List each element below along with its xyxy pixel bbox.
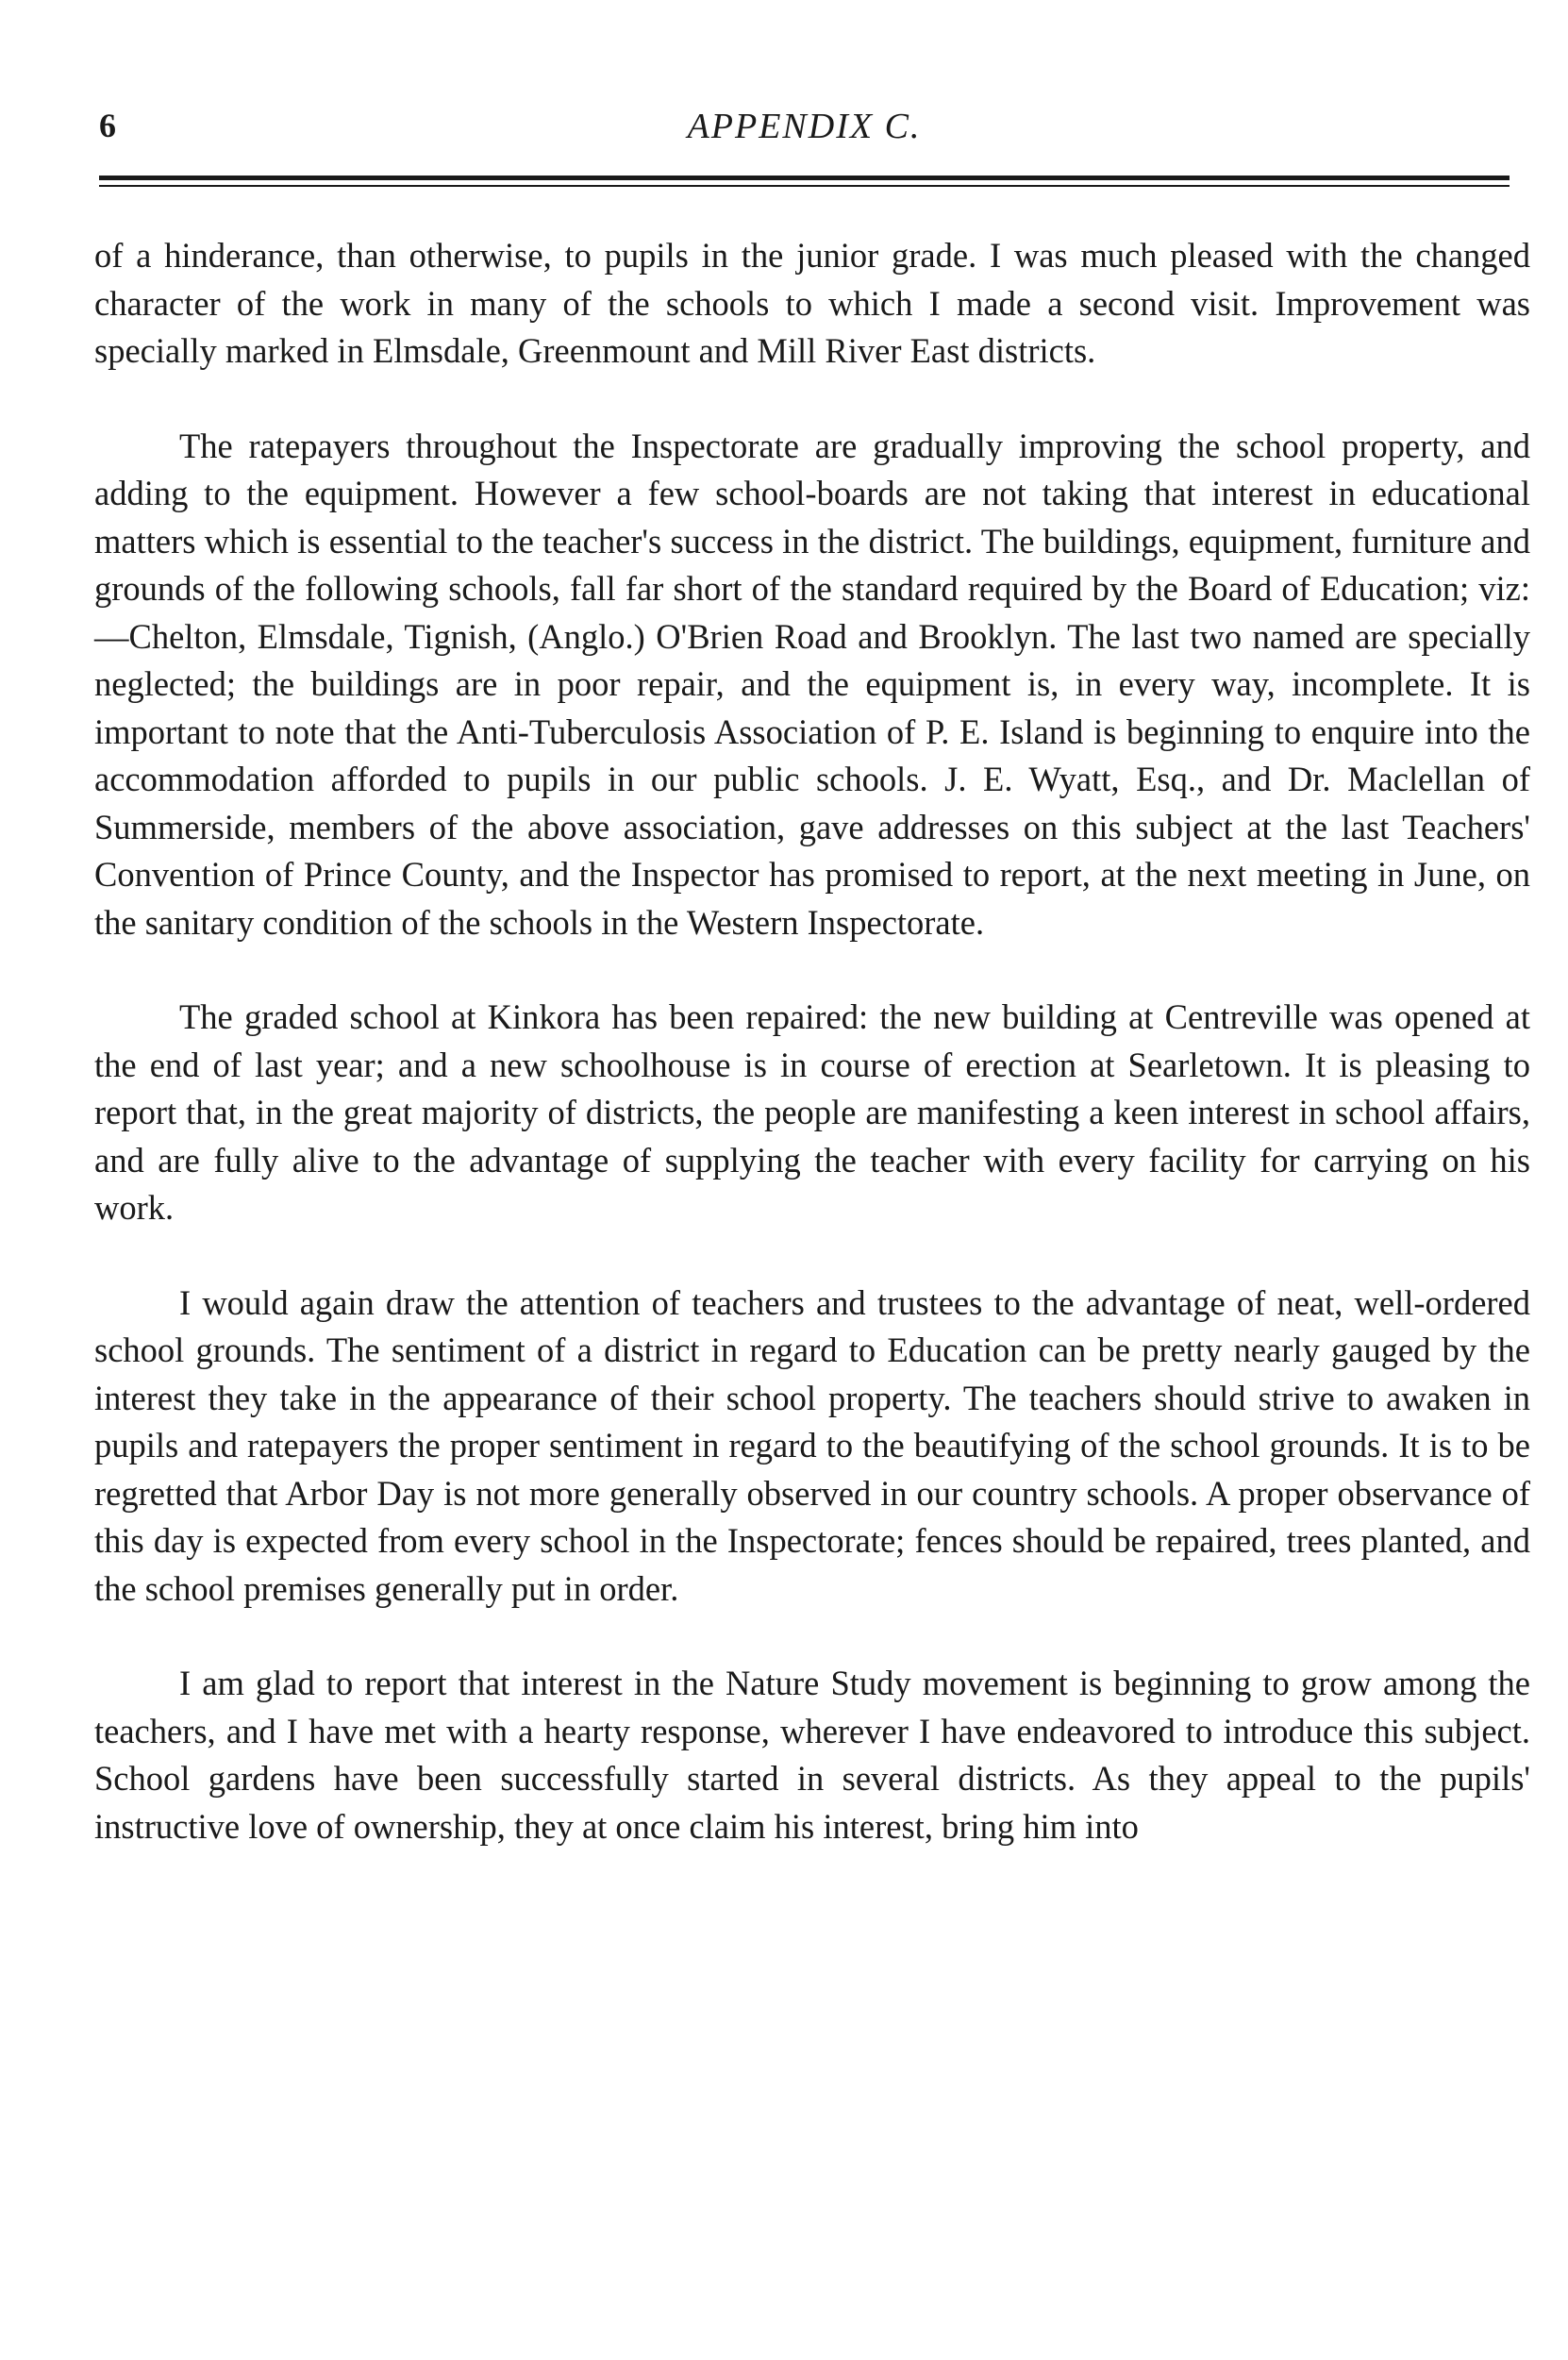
paragraph-school-grounds: I would again draw the attention of teachers and trustees to the advantage of neat, well-ordered school grounds. The sentiment of a district in regard to Education can be pretty nearly gauged by the interest they take in the appearance of their school property. The teachers should strive to awaken in pupils and ratepayers the proper sentiment in regard to the beautifying of the school grounds. It is to be regretted that Arbor Day is not more generally observed in our country schools. A proper observance of this day is expected from every school in the Inspectorate; fences should be repaired, trees planted, and the school premises generally put in order. [94,1282,1530,1608]
paragraph-nature-study: I am glad to report that interest in the Nature Study movement is beginning to grow among the teachers, and I have met with a hearty response, wherever I have endeavored to introduce this subject. School gardens have been successfully started in several districts. As they appeal to the pupils' instructive love of ownership, they at once claim his interest, bring him into [94,1664,1530,1846]
paragraph-continued: of a hinderance, than otherwise, to pupils in the junior grade. I was much pleased with the changed character of the work in many of the schools to which I made a second visit. Improvement was specially marked in Elmsdale, Greenmount and Mill River East districts. [94,236,1530,370]
page-header [99,106,1510,162]
header-rule-thin [99,185,1510,187]
page-number: 6 [99,107,116,144]
paragraph-new-buildings: The graded school at Kinkora has been repaired: the new building at Centreville was opened at the end of last year; and a new schoolhouse is in course of erection at Searletown. It is pleasing to report that, in the great majority of districts, the people are manifesting a keen interest in school affairs, and are fully alive to the advantage of supplying the teacher with every facility for carrying on his work. [94,997,1530,1227]
body-text [94,232,1530,1850]
paragraph-school-property: The ratepayers throughout the Inspectorate are gradually improving the school property, and adding to the equipment. However a few school-boards are not taking that interest in educational matters which is essential to the teacher's success in the district. The buildings, equipment, furniture and grounds of the following schools, fall far short of the standard required by the Board of Education; viz:—Chelton, Elmsdale, Tignish, (Anglo.) O'Brien Road and Brooklyn. The last two named are specially neglected; the buildings are in poor repair, and the equipment is, in every way, incomplete. It is important to note that the Anti-Tuberculosis Association of P. E. Island is beginning to enquire into the accommodation afforded to pupils in our public schools. J. E. Wyatt, Esq., and Dr. Maclellan of Summerside, members of the above association, gave addresses on this subject at the last Teachers' Convention of Prince County, and the Inspector has promised to report, at the next meeting in June, on the sanitary condition of the schools in the Western Inspectorate. [94,426,1530,942]
header-rule-thick [99,176,1510,180]
running-head: APPENDIX C. [687,107,922,146]
